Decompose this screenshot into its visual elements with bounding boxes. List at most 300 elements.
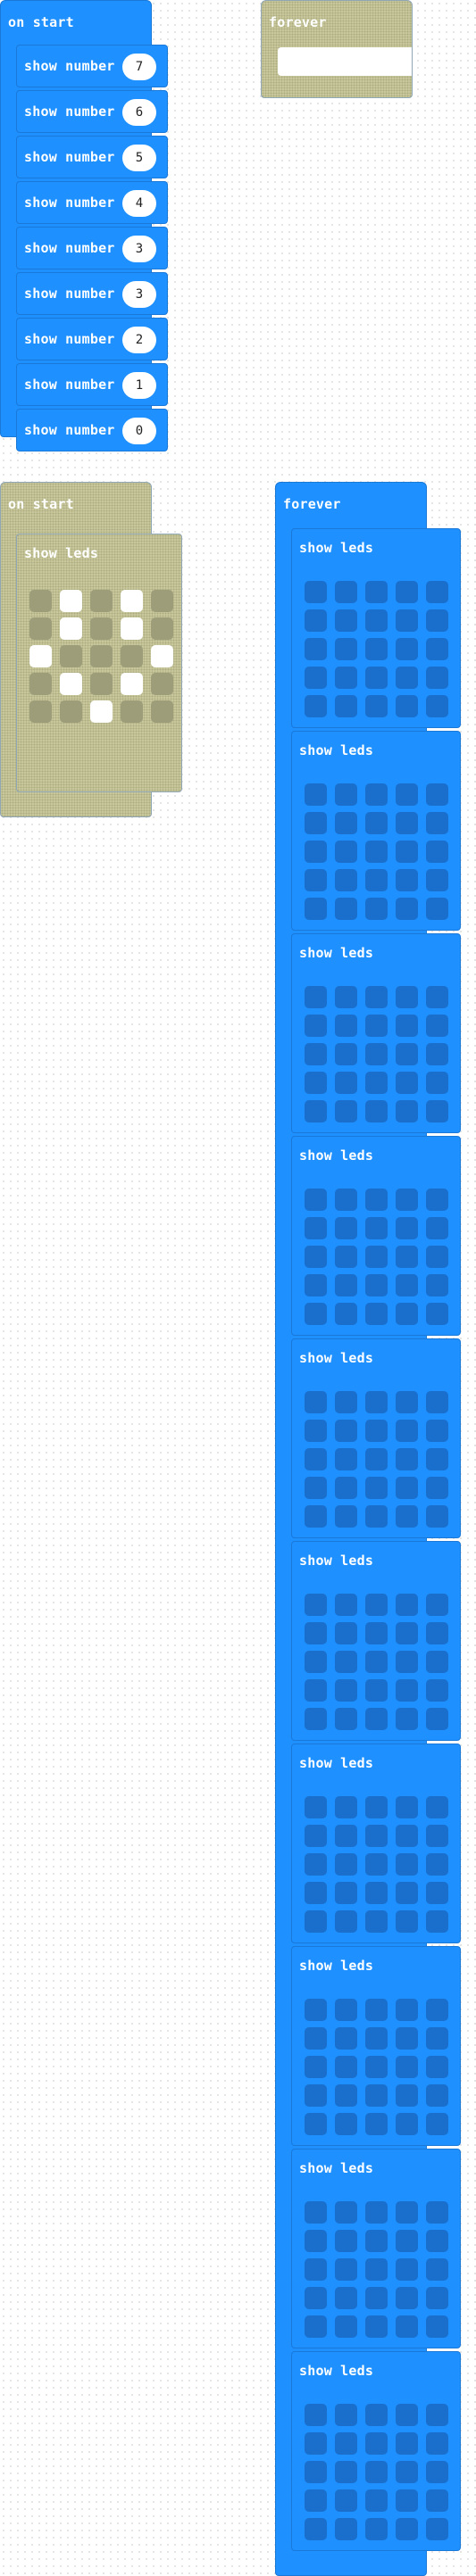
led-cell[interactable] (335, 1448, 357, 1470)
show-leds-block[interactable] (16, 534, 182, 792)
led-cell[interactable] (396, 2027, 418, 2050)
led-cell[interactable] (365, 841, 388, 863)
led-cell[interactable] (305, 1708, 327, 1730)
led-cell[interactable] (305, 2084, 327, 2107)
show-number-block[interactable] (16, 45, 168, 87)
led-cell[interactable] (396, 1594, 418, 1616)
led-cell[interactable] (305, 2201, 327, 2224)
led-cell[interactable] (305, 1651, 327, 1673)
led-cell[interactable] (365, 638, 388, 660)
led-cell[interactable] (426, 1072, 448, 1094)
led-cell[interactable] (335, 1825, 357, 1847)
led-cell[interactable] (305, 2056, 327, 2078)
led-cell[interactable] (305, 1015, 327, 1037)
led-cell[interactable] (426, 1999, 448, 2021)
led-cell[interactable] (365, 812, 388, 834)
led-cell[interactable] (335, 1043, 357, 1065)
led-cell[interactable] (396, 1420, 418, 1442)
led-cell[interactable] (365, 1477, 388, 1499)
led-cell[interactable] (335, 2056, 357, 2078)
led-cell[interactable] (426, 1217, 448, 1239)
led-cell[interactable] (396, 869, 418, 891)
led-cell[interactable] (335, 2287, 357, 2309)
empty-statement-slot[interactable] (278, 47, 412, 76)
led-cell[interactable] (305, 2461, 327, 2483)
led-cell[interactable] (60, 700, 82, 723)
led-cell[interactable] (335, 2432, 357, 2455)
led-cell[interactable] (305, 1477, 327, 1499)
led-cell[interactable] (335, 1622, 357, 1644)
led-cell[interactable] (151, 617, 173, 640)
led-cell[interactable] (426, 841, 448, 863)
show-leds-block[interactable] (291, 1541, 461, 1741)
led-cell[interactable] (365, 1910, 388, 1933)
led-cell[interactable] (305, 638, 327, 660)
led-cell[interactable] (335, 2084, 357, 2107)
led-cell[interactable] (396, 2518, 418, 2540)
led-cell[interactable] (365, 898, 388, 920)
led-cell[interactable] (396, 1072, 418, 1094)
led-cell[interactable] (396, 2201, 418, 2224)
led-cell[interactable] (305, 1594, 327, 1616)
led-cell[interactable] (335, 2201, 357, 2224)
led-cell[interactable] (426, 2432, 448, 2455)
number-input[interactable]: 0 (122, 418, 156, 444)
led-cell[interactable] (335, 898, 357, 920)
led-cell[interactable] (426, 638, 448, 660)
led-cell[interactable] (335, 1189, 357, 1211)
led-cell[interactable] (426, 1708, 448, 1730)
led-cell[interactable] (335, 869, 357, 891)
led-cell[interactable] (396, 812, 418, 834)
number-input[interactable]: 3 (122, 281, 156, 308)
led-cell[interactable] (335, 1303, 357, 1325)
led-cell[interactable] (396, 2258, 418, 2281)
led-cell[interactable] (305, 1448, 327, 1470)
led-cell[interactable] (426, 2201, 448, 2224)
led-cell[interactable] (396, 1853, 418, 1876)
led-cell[interactable] (365, 1853, 388, 1876)
led-cell[interactable] (396, 841, 418, 863)
led-cell[interactable] (365, 2084, 388, 2107)
show-leds-block[interactable] (291, 1338, 461, 1538)
led-cell[interactable] (365, 667, 388, 689)
led-cell[interactable] (305, 869, 327, 891)
led-cell[interactable] (335, 667, 357, 689)
led-cell[interactable] (305, 2027, 327, 2050)
led-cell[interactable] (90, 673, 113, 695)
show-leds-block[interactable] (291, 1744, 461, 1943)
led-cell[interactable] (305, 1825, 327, 1847)
led-cell[interactable] (305, 2258, 327, 2281)
led-cell[interactable] (396, 1796, 418, 1818)
led-cell[interactable] (426, 1853, 448, 1876)
led-cell[interactable] (396, 667, 418, 689)
led-cell[interactable] (335, 783, 357, 806)
led-cell[interactable] (396, 986, 418, 1008)
led-cell[interactable] (335, 1796, 357, 1818)
led-cell[interactable] (365, 1708, 388, 1730)
led-cell[interactable] (335, 609, 357, 632)
led-cell[interactable] (396, 1303, 418, 1325)
led-cell[interactable] (396, 2287, 418, 2309)
led-cell[interactable] (426, 1825, 448, 1847)
led-cell[interactable] (426, 1796, 448, 1818)
led-cell[interactable] (396, 1882, 418, 1904)
led-cell[interactable] (121, 700, 143, 723)
led-cell[interactable] (365, 783, 388, 806)
led-cell[interactable] (305, 841, 327, 863)
led-cell[interactable] (365, 2432, 388, 2455)
led-cell[interactable] (396, 1391, 418, 1413)
led-cell[interactable] (396, 2315, 418, 2338)
number-input[interactable]: 6 (122, 99, 156, 126)
led-cell[interactable] (29, 590, 52, 612)
led-cell[interactable] (335, 2315, 357, 2338)
led-cell[interactable] (305, 1246, 327, 1268)
led-cell[interactable] (335, 1651, 357, 1673)
led-cell[interactable] (396, 1043, 418, 1065)
show-leds-block[interactable] (291, 528, 461, 728)
led-cell[interactable] (426, 1303, 448, 1325)
led-cell[interactable] (305, 1999, 327, 2021)
show-number-block[interactable] (16, 181, 168, 224)
led-cell[interactable] (426, 1015, 448, 1037)
led-cell[interactable] (305, 986, 327, 1008)
led-cell[interactable] (335, 2258, 357, 2281)
led-cell[interactable] (426, 2113, 448, 2135)
led-cell[interactable] (305, 1853, 327, 1876)
led-cell[interactable] (305, 667, 327, 689)
led-cell[interactable] (305, 1796, 327, 1818)
led-cell[interactable] (426, 986, 448, 1008)
led-cell[interactable] (365, 1622, 388, 1644)
led-cell[interactable] (305, 1622, 327, 1644)
led-cell[interactable] (305, 1072, 327, 1094)
led-cell[interactable] (365, 2027, 388, 2050)
led-cell[interactable] (305, 581, 327, 603)
led-cell[interactable] (365, 2113, 388, 2135)
led-cell[interactable] (426, 2287, 448, 2309)
led-cell[interactable] (396, 1622, 418, 1644)
led-cell[interactable] (426, 1651, 448, 1673)
led-cell[interactable] (305, 2404, 327, 2426)
led-cell[interactable] (29, 645, 52, 667)
led-cell[interactable] (365, 1796, 388, 1818)
show-leds-block[interactable] (291, 933, 461, 1133)
led-cell[interactable] (90, 590, 113, 612)
led-cell[interactable] (365, 1274, 388, 1296)
led-cell[interactable] (426, 898, 448, 920)
led-cell[interactable] (335, 1505, 357, 1528)
led-cell[interactable] (426, 1274, 448, 1296)
led-cell[interactable] (426, 1679, 448, 1702)
led-cell[interactable] (121, 617, 143, 640)
led-cell[interactable] (29, 673, 52, 695)
led-cell[interactable] (426, 812, 448, 834)
led-cell[interactable] (335, 2113, 357, 2135)
led-cell[interactable] (365, 1999, 388, 2021)
led-cell[interactable] (426, 1594, 448, 1616)
led-cell[interactable] (335, 841, 357, 863)
led-cell[interactable] (305, 609, 327, 632)
led-cell[interactable] (335, 1420, 357, 1442)
led-cell[interactable] (396, 898, 418, 920)
show-leds-block[interactable] (291, 2149, 461, 2348)
led-cell[interactable] (335, 1274, 357, 1296)
led-cell[interactable] (335, 1477, 357, 1499)
led-cell[interactable] (396, 2489, 418, 2512)
led-cell[interactable] (365, 869, 388, 891)
led-cell[interactable] (396, 695, 418, 717)
led-cell[interactable] (396, 1910, 418, 1933)
led-cell[interactable] (305, 1217, 327, 1239)
led-cell[interactable] (305, 1505, 327, 1528)
led-cell[interactable] (335, 1100, 357, 1122)
led-cell[interactable] (396, 2113, 418, 2135)
led-cell[interactable] (426, 2027, 448, 2050)
led-cell[interactable] (305, 1100, 327, 1122)
led-cell[interactable] (365, 2258, 388, 2281)
led-cell[interactable] (305, 2230, 327, 2252)
led-cell[interactable] (335, 812, 357, 834)
led-cell[interactable] (426, 667, 448, 689)
led-cell[interactable] (365, 2056, 388, 2078)
led-cell[interactable] (365, 1505, 388, 1528)
led-cell[interactable] (365, 1217, 388, 1239)
led-cell[interactable] (335, 1999, 357, 2021)
led-cell[interactable] (396, 783, 418, 806)
led-cell[interactable] (335, 695, 357, 717)
led-cell[interactable] (305, 2113, 327, 2135)
led-cell[interactable] (426, 609, 448, 632)
led-cell[interactable] (335, 638, 357, 660)
led-cell[interactable] (396, 1999, 418, 2021)
led-cell[interactable] (365, 2404, 388, 2426)
led-cell[interactable] (426, 869, 448, 891)
led-cell[interactable] (335, 581, 357, 603)
led-cell[interactable] (396, 2461, 418, 2483)
led-cell[interactable] (426, 2230, 448, 2252)
led-cell[interactable] (426, 1910, 448, 1933)
led-cell[interactable] (151, 590, 173, 612)
led-cell[interactable] (396, 609, 418, 632)
led-cell[interactable] (396, 2056, 418, 2078)
led-cell[interactable] (335, 1708, 357, 1730)
led-cell[interactable] (396, 2084, 418, 2107)
led-cell[interactable] (305, 898, 327, 920)
led-cell[interactable] (335, 2230, 357, 2252)
number-input[interactable]: 3 (122, 236, 156, 262)
led-cell[interactable] (29, 617, 52, 640)
led-cell[interactable] (426, 2056, 448, 2078)
led-cell[interactable] (426, 2404, 448, 2426)
led-cell[interactable] (396, 1015, 418, 1037)
show-leds-block[interactable] (291, 731, 461, 931)
led-cell[interactable] (335, 1015, 357, 1037)
led-cell[interactable] (396, 1274, 418, 1296)
led-cell[interactable] (365, 1189, 388, 1211)
led-cell[interactable] (396, 1189, 418, 1211)
led-cell[interactable] (335, 2489, 357, 2512)
led-cell[interactable] (396, 1505, 418, 1528)
led-cell[interactable] (365, 1303, 388, 1325)
led-cell[interactable] (426, 1100, 448, 1122)
led-cell[interactable] (426, 2461, 448, 2483)
led-cell[interactable] (305, 1910, 327, 1933)
led-cell[interactable] (365, 1072, 388, 1094)
led-cell[interactable] (426, 2084, 448, 2107)
led-cell[interactable] (396, 1477, 418, 1499)
led-cell[interactable] (396, 581, 418, 603)
led-cell[interactable] (60, 590, 82, 612)
led-cell[interactable] (305, 1189, 327, 1211)
led-cell[interactable] (365, 2461, 388, 2483)
led-cell[interactable] (396, 1217, 418, 1239)
led-cell[interactable] (151, 645, 173, 667)
led-cell[interactable] (426, 581, 448, 603)
led-cell[interactable] (426, 2315, 448, 2338)
number-input[interactable]: 2 (122, 327, 156, 353)
led-cell[interactable] (365, 1882, 388, 1904)
led-cell[interactable] (305, 2489, 327, 2512)
led-cell[interactable] (365, 2287, 388, 2309)
show-leds-block[interactable] (291, 1946, 461, 2146)
led-cell[interactable] (365, 609, 388, 632)
show-number-block[interactable] (16, 318, 168, 360)
led-cell[interactable] (305, 2518, 327, 2540)
led-cell[interactable] (335, 2027, 357, 2050)
led-cell[interactable] (305, 2287, 327, 2309)
led-cell[interactable] (365, 1100, 388, 1122)
led-cell[interactable] (365, 2230, 388, 2252)
led-cell[interactable] (335, 2404, 357, 2426)
led-cell[interactable] (305, 1043, 327, 1065)
show-number-block[interactable] (16, 136, 168, 178)
led-cell[interactable] (396, 1246, 418, 1268)
show-leds-block[interactable] (291, 1136, 461, 1336)
led-cell[interactable] (426, 1189, 448, 1211)
led-cell[interactable] (305, 2315, 327, 2338)
led-cell[interactable] (90, 700, 113, 723)
led-cell[interactable] (426, 1622, 448, 1644)
led-cell[interactable] (426, 1246, 448, 1268)
led-cell[interactable] (305, 1391, 327, 1413)
number-input[interactable]: 7 (122, 54, 156, 80)
led-cell[interactable] (305, 2432, 327, 2455)
led-cell[interactable] (426, 1420, 448, 1442)
led-cell[interactable] (335, 1391, 357, 1413)
show-number-block[interactable] (16, 227, 168, 269)
led-cell[interactable] (396, 638, 418, 660)
forever-block-empty[interactable] (261, 0, 413, 98)
led-cell[interactable] (335, 1882, 357, 1904)
led-cell[interactable] (365, 1594, 388, 1616)
led-cell[interactable] (335, 1594, 357, 1616)
led-cell[interactable] (396, 1708, 418, 1730)
show-number-block[interactable] (16, 90, 168, 133)
led-cell[interactable] (60, 673, 82, 695)
led-cell[interactable] (396, 2432, 418, 2455)
led-cell[interactable] (335, 2461, 357, 2483)
led-cell[interactable] (426, 1043, 448, 1065)
led-cell[interactable] (305, 1420, 327, 1442)
led-cell[interactable] (365, 2201, 388, 2224)
led-cell[interactable] (426, 1391, 448, 1413)
number-input[interactable]: 1 (122, 372, 156, 399)
led-cell[interactable] (29, 700, 52, 723)
led-cell[interactable] (426, 2489, 448, 2512)
led-cell[interactable] (426, 1477, 448, 1499)
led-cell[interactable] (335, 1910, 357, 1933)
led-cell[interactable] (365, 1825, 388, 1847)
led-cell[interactable] (365, 1015, 388, 1037)
led-cell[interactable] (335, 1072, 357, 1094)
led-cell[interactable] (426, 1448, 448, 1470)
show-number-block[interactable] (16, 363, 168, 406)
led-cell[interactable] (90, 617, 113, 640)
led-cell[interactable] (305, 1679, 327, 1702)
led-cell[interactable] (365, 986, 388, 1008)
led-cell[interactable] (305, 1274, 327, 1296)
led-cell[interactable] (365, 1679, 388, 1702)
led-cell[interactable] (396, 1100, 418, 1122)
led-cell[interactable] (60, 645, 82, 667)
led-cell[interactable] (396, 1448, 418, 1470)
led-cell[interactable] (90, 645, 113, 667)
led-cell[interactable] (426, 783, 448, 806)
show-number-block[interactable] (16, 272, 168, 315)
led-cell[interactable] (365, 581, 388, 603)
led-cell[interactable] (335, 2518, 357, 2540)
led-cell[interactable] (426, 695, 448, 717)
led-cell[interactable] (335, 986, 357, 1008)
led-cell[interactable] (365, 1448, 388, 1470)
led-cell[interactable] (426, 1882, 448, 1904)
led-cell[interactable] (396, 1825, 418, 1847)
led-cell[interactable] (305, 1882, 327, 1904)
led-cell[interactable] (365, 1651, 388, 1673)
led-cell[interactable] (365, 2489, 388, 2512)
led-cell[interactable] (121, 673, 143, 695)
led-cell[interactable] (335, 1246, 357, 1268)
led-cell[interactable] (335, 1679, 357, 1702)
led-cell[interactable] (365, 1043, 388, 1065)
led-cell[interactable] (426, 2518, 448, 2540)
show-leds-block[interactable] (291, 2351, 461, 2551)
led-cell[interactable] (396, 2404, 418, 2426)
led-cell[interactable] (305, 812, 327, 834)
led-cell[interactable] (365, 2518, 388, 2540)
led-cell[interactable] (365, 1391, 388, 1413)
led-cell[interactable] (396, 1679, 418, 1702)
led-cell[interactable] (426, 1505, 448, 1528)
show-number-block[interactable] (16, 409, 168, 451)
led-cell[interactable] (151, 700, 173, 723)
led-cell[interactable] (396, 2230, 418, 2252)
led-cell[interactable] (426, 2258, 448, 2281)
led-cell[interactable] (365, 1420, 388, 1442)
led-cell[interactable] (335, 1853, 357, 1876)
led-cell[interactable] (305, 695, 327, 717)
number-input[interactable]: 4 (122, 190, 156, 217)
led-cell[interactable] (121, 590, 143, 612)
led-cell[interactable] (305, 1303, 327, 1325)
led-cell[interactable] (60, 617, 82, 640)
led-cell[interactable] (365, 1246, 388, 1268)
led-cell[interactable] (121, 645, 143, 667)
led-cell[interactable] (365, 2315, 388, 2338)
